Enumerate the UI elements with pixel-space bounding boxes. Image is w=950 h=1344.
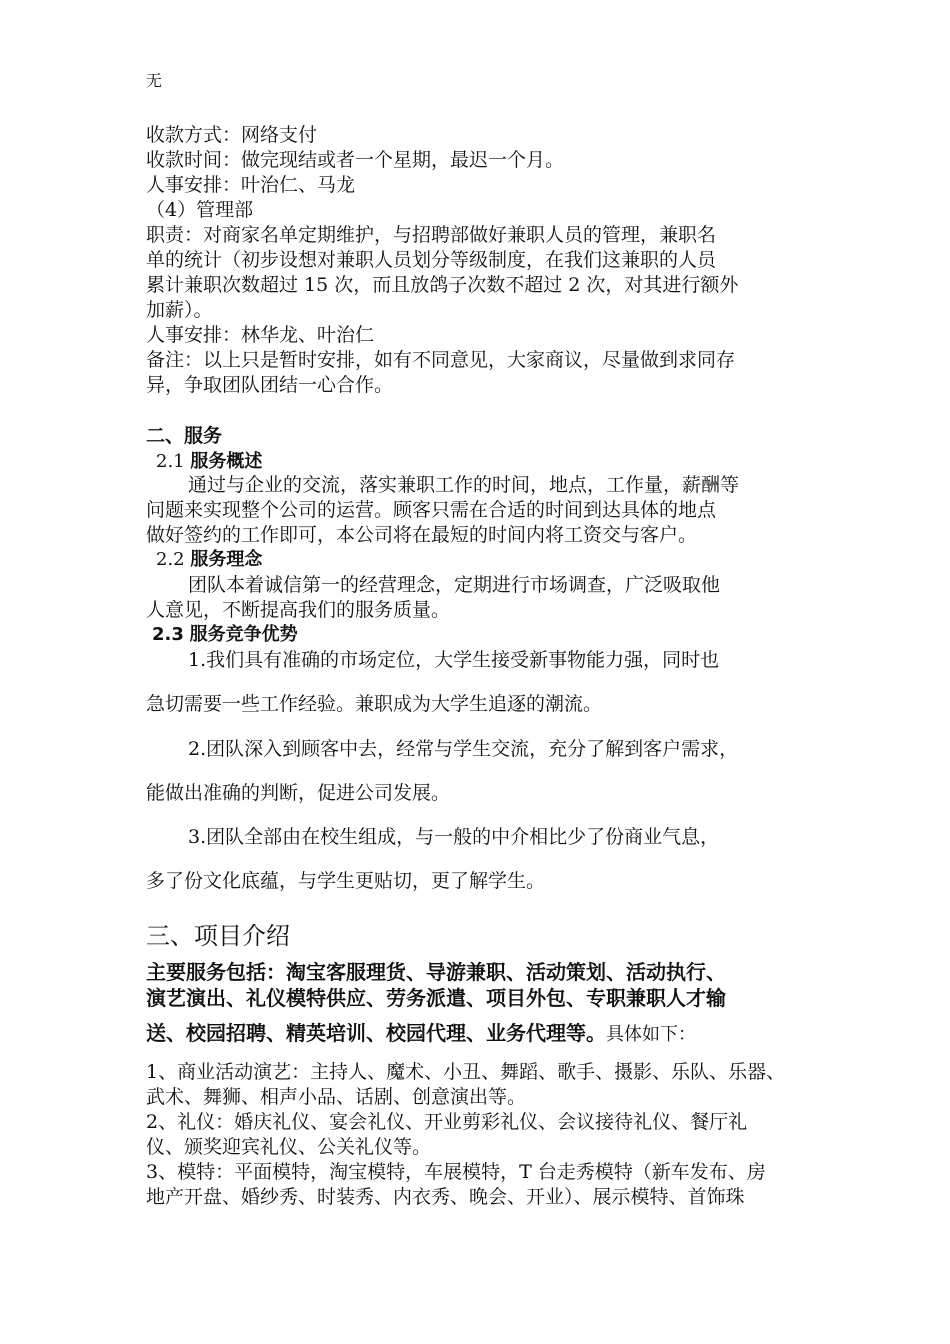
main-services-tail: 具体如下： <box>606 1024 696 1045</box>
duties-line-3: 累计兼职次数超过 15 次，而且放鸽子次数不超过 2 次，对其进行额外 <box>146 274 739 296</box>
list-item-1-line-2: 武术、舞狮、相声小品、话剧、创意演出等。 <box>146 1086 527 1108</box>
main-services-text: 送、校园招聘、精英培训、校园代理、业务代理等。 <box>146 1021 606 1045</box>
advantage-1-line-2: 急切需要一些工作经验。兼职成为大学生追逐的潮流。 <box>146 693 603 715</box>
main-services-line-3 <box>146 1021 816 1047</box>
list-item-3-line-1: 3、模特：平面模特，淘宝模特，车展模特，T 台走秀模特（新车发布、房 <box>146 1161 766 1183</box>
duties-line-4: 加薪）。 <box>146 299 213 321</box>
list-item-2-line-1: 2、礼仪：婚庆礼仪、宴会礼仪、开业剪彩礼仪、会议接待礼仪、餐厅礼 <box>146 1111 748 1133</box>
management-dept-heading: （4）管理部 <box>146 199 254 221</box>
advantage-3-line-2: 多了份文化底蕴，与学生更贴切，更了解学生。 <box>146 870 546 892</box>
overview-line-1: 通过与企业的交流，落实兼职工作的时间，地点，工作量，薪酬等 <box>188 474 740 496</box>
philosophy-line-2: 人意见，不断提高我们的服务质量。 <box>146 599 451 621</box>
duties-line-2: 单的统计（初步设想对兼职人员划分等级制度，在我们这兼职的人员 <box>146 249 717 271</box>
list-item-1-line-1: 1、商业活动演艺：主持人、魔术、小丑、舞蹈、歌手、摄影、乐队、乐器、 <box>146 1061 786 1083</box>
advantage-1-line-1: 1.我们具有准确的市场定位，大学生接受新事物能力强，同时也 <box>188 649 720 671</box>
subsection-title: 服务理念 <box>190 549 263 570</box>
note-line-1: 备注：以上只是暂时安排，如有不同意见，大家商议，尽量做到求同存 <box>146 349 736 371</box>
subsection-2-3-heading <box>152 622 822 647</box>
services-heading: 二、服务 <box>146 425 223 447</box>
payment-time: 收款时间：做完现结或者一个星期，最迟一个月。 <box>146 149 565 171</box>
list-item-3-line-2: 地产开盘、婚纱秀、时装秀、内衣秀、晚会、开业）、展示模特、首饰珠 <box>146 1186 745 1208</box>
subsection-title: 服务竞争优势 <box>189 624 298 645</box>
philosophy-line-1: 团队本着诚信第一的经营理念，定期进行市场调查，广泛吸取他 <box>188 574 721 596</box>
main-services-line-1: 主要服务包括：淘宝客服理货、导游兼职、活动策划、活动执行、 <box>146 960 726 984</box>
overview-line-2: 问题来实现整个公司的运营。顾客只需在合适的时间到达具体的地点 <box>146 499 717 521</box>
project-heading: 三、项目介绍 <box>146 922 290 950</box>
duties-line-1: 职责：对商家名单定期维护，与招聘部做好兼职人员的管理，兼职名 <box>146 224 717 246</box>
page-header: 无 <box>146 71 163 90</box>
staffing-2: 人事安排：林华龙、叶治仁 <box>146 324 375 346</box>
subsection-title: 服务概述 <box>190 451 263 472</box>
subsection-number: 2.1 <box>156 451 185 472</box>
subsection-2-1-heading <box>156 449 826 474</box>
subsection-number: 2.3 <box>152 624 184 645</box>
note-line-2: 异，争取团队团结一心合作。 <box>146 374 394 396</box>
subsection-number: 2.2 <box>156 549 185 570</box>
advantage-2-line-1: 2.团队深入到顾客中去，经常与学生交流，充分了解到客户需求， <box>188 738 739 760</box>
advantage-2-line-2: 能做出准确的判断，促进公司发展。 <box>146 782 451 804</box>
main-services-line-2: 演艺演出、礼仪模特供应、劳务派遣、项目外包、专职兼职人才输 <box>146 986 726 1010</box>
list-item-2-line-2: 仪、颁奖迎宾礼仪、公关礼仪等。 <box>146 1136 432 1158</box>
overview-line-3: 做好签约的工作即可，本公司将在最短的时间内将工资交与客户。 <box>146 524 698 546</box>
subsection-2-2-heading <box>156 547 826 572</box>
payment-method: 收款方式：网络支付 <box>146 124 318 146</box>
advantage-3-line-1: 3.团队全部由在校生组成，与一般的中介相比少了份商业气息， <box>188 826 720 848</box>
staffing-1: 人事安排：叶治仁、马龙 <box>146 174 356 196</box>
